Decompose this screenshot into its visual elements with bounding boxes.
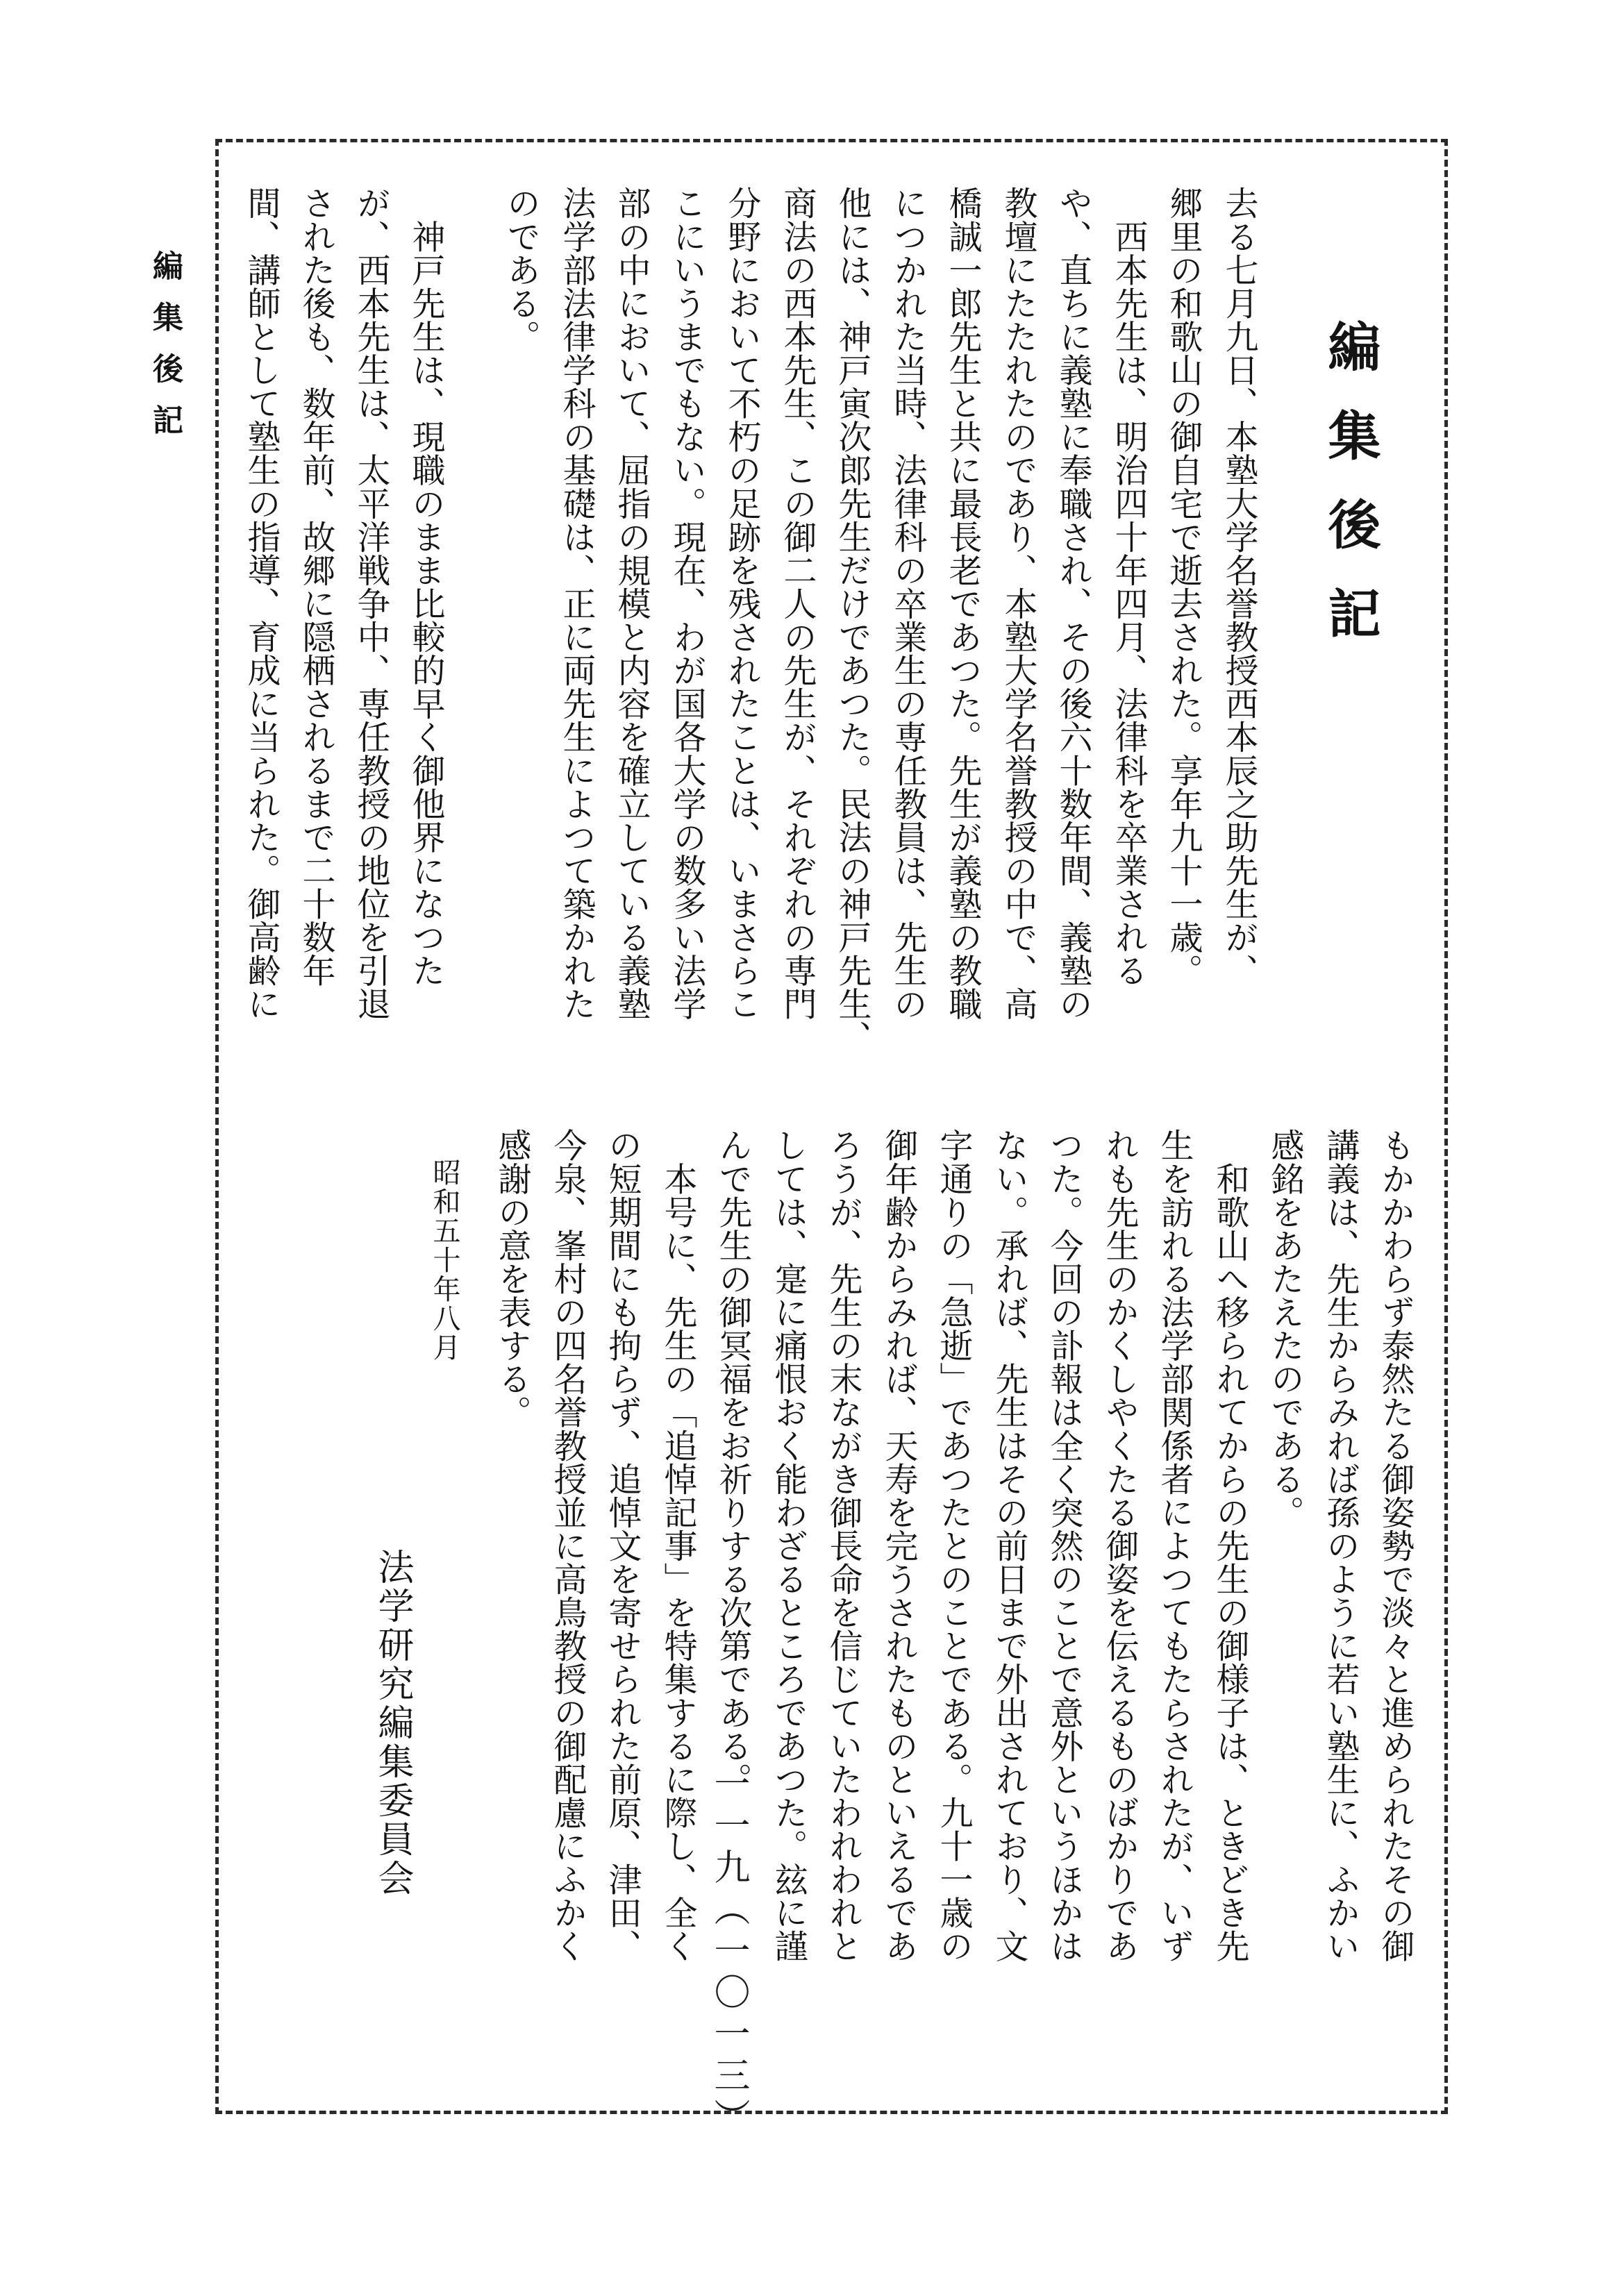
text-column: つた。今回の訃報は全く突然のことで意外というほかは — [1044, 1128, 1083, 1963]
text-column: 郷里の和歌山の御自宅で逝去された。享年九十一歳。 — [1164, 186, 1203, 987]
text-column: 間、講師として塾生の指導、育成に当られた。御高齢に — [242, 186, 281, 1021]
text-column: ない。承れば、先生はその前日まで外出されており、文 — [990, 1128, 1028, 1963]
running-head: 編集後記 — [147, 250, 183, 455]
text-column: 講義は、先生からみれば孫のように若い塾生に、ふかい — [1321, 1128, 1360, 1963]
text-column: が、西本先生は、太平洋戦争中、専任教授の地位を引退 — [351, 186, 390, 1021]
text-column: 神戸先生は、現職のまま比較的早く御他界になつた — [406, 186, 445, 987]
text-column: された後も、数年前、故郷に隠栖されるまで二十数年 — [297, 186, 335, 987]
text-column: 法学部法律学科の基礎は、正に両先生によつて築かれた — [557, 186, 596, 1021]
text-column: 今泉、峯村の四名誉教授並に高鳥教授の御配慮にふかく — [548, 1128, 587, 1963]
text-column: 和歌山へ移られてからの先生の御様子は、ときどき先 — [1210, 1128, 1249, 1963]
text-column: 教壇にたたれたのであり、本塾大学名誉教授の中で、高 — [999, 186, 1037, 1021]
text-column: 御年齢からみれば、天寿を完うされたものといえるであ — [879, 1128, 918, 1963]
text-column: れも先生のかくしやくたる御姿を伝えるものばかりであ — [1100, 1128, 1139, 1963]
text-column: 本号に、先生の「追悼記事」を特集するに際し、全く — [658, 1128, 697, 1963]
text-column: 西本先生は、明治四十年四月、法律科を卒業される — [1109, 186, 1148, 987]
text-column: もかかわらず泰然たる御姿勢で淡々と進められたその御 — [1376, 1128, 1415, 1963]
text-column: 橋誠一郎先生と共に最長老であつた。先生が義塾の教職 — [943, 186, 982, 1021]
text-column: んで先生の御冥福をお祈りする次第である。 — [713, 1128, 752, 1796]
text-column: 商法の西本先生、この御二人の先生が、それぞれの専門 — [778, 186, 817, 1021]
text-column: 生を訪れる法学部関係者によつてもたらされたが、いず — [1155, 1128, 1194, 1963]
text-column: の短期間にも拘らず、追悼文を寄せられた前原、津田、 — [603, 1128, 642, 1963]
text-column: のである。 — [501, 186, 540, 353]
page-number: 一一九（一〇一三） — [708, 1765, 749, 2140]
text-column: 去る七月九日、本塾大学名誉教授西本辰之助先生が、 — [1219, 186, 1258, 987]
editorial-committee: 法学研究編集委員会 — [372, 1548, 413, 1898]
text-column: 字通りの「急逝」であつたとのことである。九十一歳の — [934, 1128, 973, 1963]
page-title: 編集後記 — [1319, 319, 1381, 675]
text-column: しては、寔に痛恨おく能わざるところであつた。玆に謹 — [769, 1128, 808, 1963]
text-column: 感謝の意を表する。 — [492, 1128, 531, 1429]
text-column: 感銘をあたえたのである。 — [1265, 1128, 1304, 1529]
text-column: や、直ちに義塾に奉職され、その後六十数年間、義塾の — [1053, 186, 1092, 1021]
date-line: 昭和五十年八月 — [428, 1158, 460, 1362]
text-column: 部の中において、屈指の規模と内容を確立している義塾 — [612, 186, 651, 1021]
text-column: こにいうまでもない。現在、わが国各大学の数多い法学 — [667, 186, 706, 1021]
text-column: 他には、神戸寅次郎先生だけであつた。民法の神戸先生、 — [833, 186, 871, 1054]
text-column: につかれた当時、法律科の卒業生の専任教員は、先生の — [888, 186, 927, 1021]
text-column: ろうが、先生の末ながき御長命を信じていたわれわれと — [824, 1128, 862, 1963]
text-column: 分野において不朽の足跡を残されたことは、いまさらこ — [722, 186, 761, 1021]
